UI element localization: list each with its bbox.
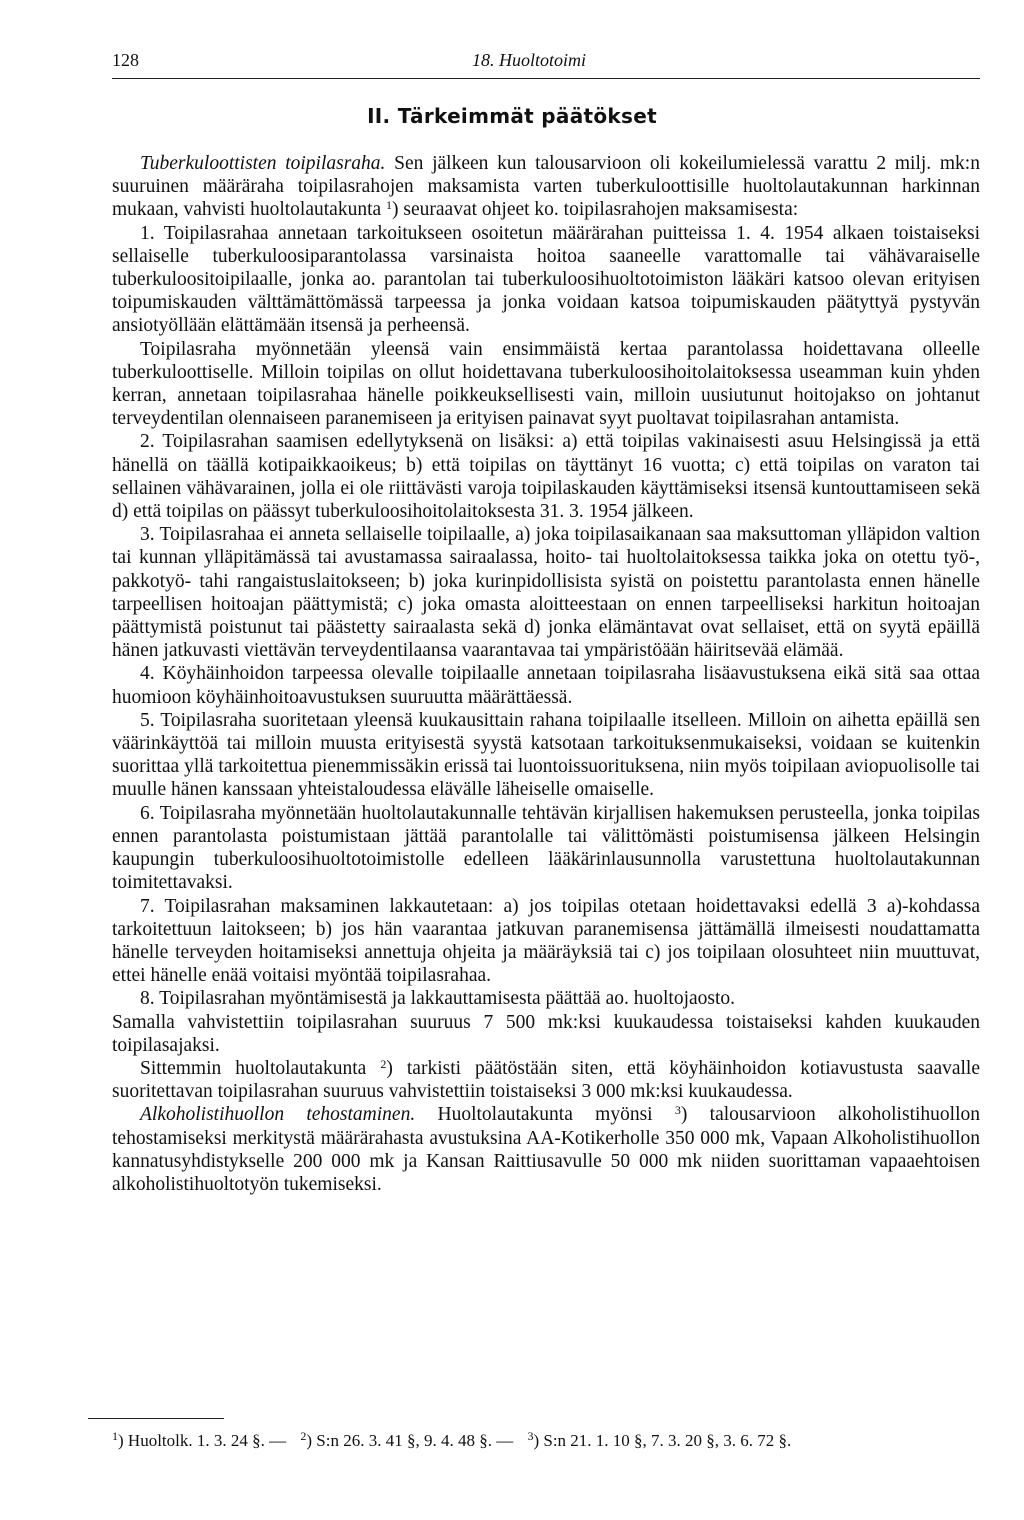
- paragraph-lead: Tuberkuloottisten toipilasraha.: [140, 153, 386, 174]
- paragraph-lead: Alkoholistihuollon tehostaminen.: [140, 1104, 416, 1126]
- footnote-ref-2: 2: [380, 1056, 387, 1071]
- footnote-1: $^1$) Huoltolk. 1. 3. 24 §. —: [112, 1429, 287, 1450]
- paragraph-item-6: 6. Toipilasraha myönnetään huoltolautakunnalle tehtävän kirjallisen hakemuksen perusteella, jonka toipilas ennen parantolasta poistumistaan jättää parantolalle tai välittömästi poistumisensa jälkeen Helsingin kaupungin tuberkuloosihuoltotoimistolle edelleen lääkärinlausunnolla varustettuna huoltolautakunnan toimitettavaksi.: [112, 802, 980, 894]
- paragraph-item-3: 3. Toipilasrahaa ei anneta sellaiselle toipilaalle, a) joka toipilasaikanaan saa maksuttoman ylläpidon valtion tai kunnan ylläpitämässä tai avustamassa sairaalassa, hoito- tai huoltolaitoksessa taikka joka on otettu työ-, pakkotyö- tahi rangaistuslaitokseen; b) joka kurinpidollisista syistä on poistettu parantolasta ennen hänelle tarpeellisen hoitoajan päättymistä; c) joka omasta aloitteestaan on ennen tarpeelliseksi harkitun hoitoajan päättymistä poistunut tai päästetty sairaalasta sekä d) jonka elämäntavat ovat sellaiset, että on syytä epäillä hänen jatkuvasti viettävän terveydentilaansa vaarantavaa tai ympäristöään häiritsevää elämää.: [112, 524, 980, 662]
- paragraph-item-4: 4. Köyhäinhoidon tarpeessa olevalle toipilaalle annetaan toipilasraha lisäavustuksena eikä sitä saa ottaa huomioon köyhäinhoitoavustuksen suuruutta määrättäessä.: [112, 663, 980, 708]
- paragraph-toipilasraha: Tuberkuloottisten toipilasraha. Sen jälkeen kun talousarvioon oli kokeilumielessä varattu 2 milj. mk:n suuruinen määräraha toipilasrahojen maksamista varten tuberkuloottisille huoltolautakunnan harkinnan mukaan, vahvisti huoltolautakunta $^1$) seuraavat ohjeet ko. toipilasrahojen maksamisesta:: [112, 153, 980, 221]
- footnote-ref-1: 1: [386, 198, 393, 213]
- paragraph-item-2: 2. Toipilasrahan saamisen edellytyksenä on lisäksi: a) että toipilas vakinaisesti asuu Helsingissä ja että hänellä on täällä kotipaikkaoikeus; b) että toipilas on täyttänyt 16 vuotta; c) että toipilas on varaton tai sellainen vähävarainen, jolla ei ole riittävästi varoja toipilaskauden käyttämiseksi itsensä kuntouttamiseen sekä d) että toipilas on päässyt tuberkuloosihoitolaitoksesta 31. 3. 1954 jälkeen.: [112, 431, 980, 523]
- body-text: [112, 152, 980, 1196]
- footnote-ref-3: 3: [674, 1103, 681, 1118]
- paragraph-item-5: 5. Toipilasraha suoritetaan yleensä kuukausittain rahana toipilaalle itselleen. Milloin on aihetta epäillä sen väärinkäyttöä tai milloin muusta erityisestä syystä katsotaan tarkoituksenmukaiseksi, voidaan se kuitenkin suorittaa yllä tarkoitettua pienemmissäkin erissä tai luontoissuorituksena, niin myös toipilaan aviopuolisolle tai muulle hänen kanssaan yhteistaloudessa elävälle läheiselle omaiselle.: [112, 709, 980, 801]
- running-title: 18. Huoltotoimi: [472, 50, 587, 70]
- paragraph-item-1-cont: Toipilasraha myönnetään yleensä vain ensimmäistä kertaa parantolassa hoidettavana olleelle tuberkuloottiselle. Milloin toipilas on ollut hoidettavana tuberkuloosihoitolaitoksessa useamman kuin yhden kerran, annetaan toipilasrahaa hänelle poikkeuksellisesti vain, milloin uusiutunut hoitojakso on johtanut terveydentilan olennaiseen paranemiseen ja erityisen painavat syyt puoltavat toipilasrahan antamista.: [112, 338, 980, 430]
- page-header: [112, 50, 980, 79]
- paragraph-item-8: 8. Toipilasrahan myöntämisestä ja lakkauttamisesta päättää ao. huoltojaosto.: [140, 988, 736, 1010]
- page-number: 128: [112, 50, 139, 70]
- paragraph-samalla: Samalla vahvistettiin toipilasrahan suuruus 7 500 mk:ksi kuukaudessa toistaiseksi kahden kuukauden toipilasajaksi.: [112, 1011, 980, 1056]
- paragraph-sittemmin: Sittemmin huoltolautakunta $^2$) tarkisti päätöstään siten, että köyhäinhoidon kotiavustusta saavalle suoritettavan toipilasrahan suuruus vahvistettiin toistaiseksi 3 000 mk:ksi kuukaudessa.: [112, 1056, 980, 1103]
- footnotes: [112, 1430, 980, 1452]
- section-heading: II. Tärkeimmät päätökset: [367, 104, 657, 128]
- paragraph-item-1: 1. Toipilasrahaa annetaan tarkoitukseen osoitetun määrärahan puitteissa 1. 4. 1954 alkaen toistaiseksi sellaiselle tuberkuloosiparantolassa varsinaista hoitoa saaneelle varattomalle tai vähävaraiselle tuberkuloositoipilaalle, jonka ao. parantolan tai tuberkuloosihuoltotoimiston lääkäri katsoo olevan erityisen toipumiskauden välttämättömässä tarpeessa ja jonka voidaan katsoa toipumiskauden päätyttyä pystyvän ansiotyöllään elättämään itsensä ja perheensä.: [112, 222, 980, 337]
- footnote-2: $^2$) S:n 26. 3. 41 §, 9. 4. 48 §. —: [300, 1429, 514, 1450]
- footnote-divider: [88, 1418, 224, 1419]
- footnote-3: $^3$) S:n 21. 1. 10 §, 7. 3. 20 §, 3. 6. 72 §.: [527, 1429, 792, 1450]
- paragraph-item-7: 7. Toipilasrahan maksaminen lakkautetaan: a) jos toipilas otetaan hoidettavaksi edellä 3 a)-kohdassa tarkoitettuun laitokseen; b) jos hän vaarantaa jatkuvan paranemisensa jättämällä ilmeisesti noudattamatta hänelle terveyden hoitamiseksi annettuja ohjeita ja määräyksiä tai c) jos toipilaan olosuhteet niin muuttuvat, ettei hänelle enää voitaisi myöntää toipilasrahaa.: [112, 895, 980, 987]
- paragraph-alkoholistihuolto: Alkoholistihuollon tehostaminen. Huoltolautakunta myönsi $^3$) talousarvioon alkoholistihuollon tehostamiseksi merkitystä määrärahasta avustuksina AA-Kotikerholle 350 000 mk, Vapaan Alkoholistihuollon kannatusyhdistykselle 200 000 mk ja Kansan Raittiusavulle 50 000 mk niiden suorittaman vapaaehtoisen alkoholistihuoltotyön tukemiseksi.: [112, 1103, 980, 1195]
